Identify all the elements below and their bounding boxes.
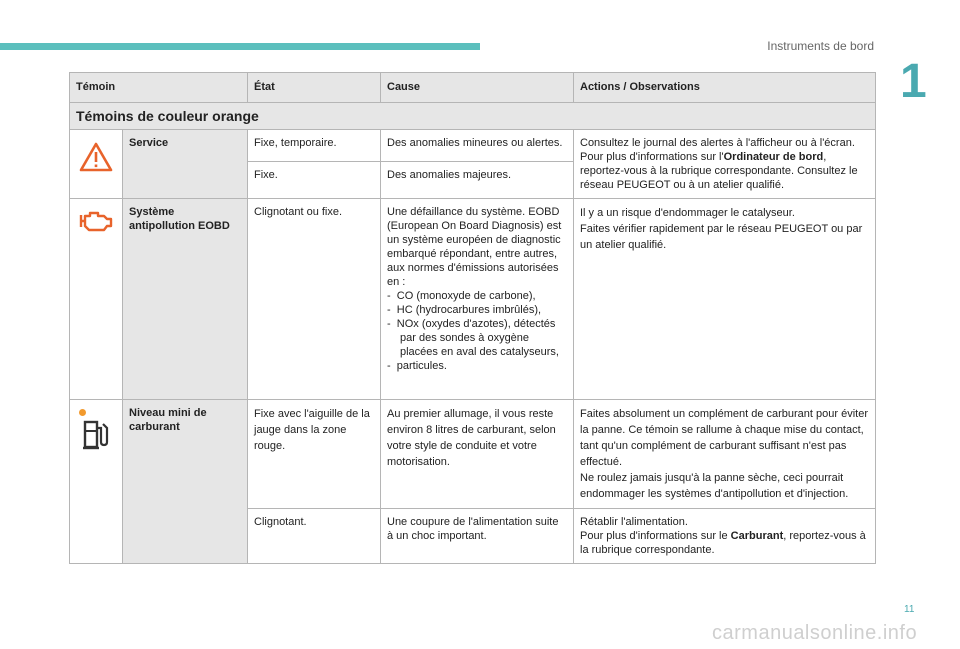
- fuel-name: Niveau mini de carburant: [123, 400, 248, 564]
- service-name: Service: [123, 130, 248, 199]
- fuel-action-post: , reportez-vous à la rubrique correspondante.: [580, 530, 866, 556]
- service-state-2: Fixe.: [248, 162, 381, 199]
- fuel-action-text-2: Ne roulez jamais jusqu'à la panne sèche, ceci pourrait endommager les systèmes d'antipollution et d'injection.: [580, 472, 849, 500]
- section-row: [70, 103, 876, 130]
- fuel-cause-2: Une coupure de l'alimentation suite à un choc important.: [381, 509, 574, 564]
- chapter-number: 1: [900, 55, 927, 108]
- list-item: - HC (hydrocarbures imbrûlés),: [387, 304, 542, 316]
- col-header-temoin: Témoin: [70, 73, 248, 103]
- eobd-name: Système antipollution EOBD: [123, 199, 248, 400]
- service-state-1: Fixe, temporaire.: [248, 130, 381, 162]
- service-cause-1: Des anomalies mineures ou alertes.: [381, 130, 574, 162]
- col-header-actions: Actions / Observations: [574, 73, 876, 103]
- eobd-cause-intro: Une défaillance du système. EOBD (European On Board Diagnosis) est un système européen de diagnostic embarqué répondant, entre autres, aux normes d'émissions autorisées en :: [387, 206, 562, 288]
- fuel-pump-icon: [81, 418, 111, 452]
- fuel-icon-cell: [70, 400, 123, 564]
- service-action-text-2: , reportez-vous à la rubrique correspondante. Consultez le réseau PEUGEOT ou à un atelier qualifié.: [580, 151, 858, 191]
- eobd-cause: [381, 199, 574, 400]
- fuel-state-2: Clignotant.: [248, 509, 381, 564]
- eobd-icon-cell: [70, 199, 123, 400]
- fuel-state-1: Fixe avec l'aiguille de la jauge dans la zone rouge.: [248, 400, 381, 509]
- fuel-action-2: [574, 509, 876, 564]
- table-row: [70, 400, 876, 509]
- fuel-action-1: [574, 400, 876, 509]
- section-title: Témoins de couleur orange: [70, 103, 876, 130]
- fuel-cause-1: Au premier allumage, il vous reste environ 8 litres de carburant, selon votre style de conduite et votre motorisation.: [381, 400, 574, 509]
- fuel-action-link-label: Carburant: [730, 530, 784, 542]
- table-header-row: [70, 73, 876, 103]
- fuel-action-text-4: [580, 529, 869, 557]
- warning-triangle-icon: [79, 142, 113, 172]
- list-item: - CO (monoxyde de carbone),: [387, 290, 536, 302]
- status-dot: [79, 409, 86, 416]
- engine-icon: [78, 209, 114, 235]
- fuel-action-text-3: Rétablir l'alimentation.: [580, 516, 688, 528]
- eobd-state: Clignotant ou fixe.: [248, 199, 381, 400]
- service-cause-2: Des anomalies majeures.: [381, 162, 574, 199]
- list-item: - NOx (oxydes d'azotes), détectés par des sondes à oxygène placées en aval des catalyseurs,: [387, 318, 559, 358]
- fuel-action-pre: Pour plus d'informations sur le: [580, 530, 731, 542]
- service-action-text: Consultez le journal des alertes à l'afficheur ou à l'écran. Pour plus d'informations sur l': [580, 137, 855, 163]
- service-action-link-label: Ordinateur de bord: [723, 151, 824, 163]
- page-header-title: Instruments de bord: [767, 39, 874, 53]
- eobd-action-1: Il y a un risque d'endommager le catalyseur.: [580, 207, 795, 219]
- warning-lights-table: [69, 72, 876, 564]
- service-icon-cell: [70, 130, 123, 199]
- eobd-action: [574, 199, 876, 400]
- col-header-etat: État: [248, 73, 381, 103]
- table-row: [70, 130, 876, 162]
- eobd-action-2: Faites vérifier rapidement par le réseau PEUGEOT ou par un atelier qualifié.: [580, 223, 863, 251]
- table-row: [70, 199, 876, 400]
- header-accent-bar: [0, 43, 480, 50]
- service-action: [574, 130, 876, 199]
- col-header-cause: Cause: [381, 73, 574, 103]
- watermark: carmanualsonline.info: [712, 622, 918, 644]
- fuel-action-text-1: Faites absolument un complément de carburant pour éviter la panne. Ce témoin se rallume à chaque mise du contact, tant qu'un complément de carburant suffisant n'est pas effectué.: [580, 408, 868, 468]
- list-item: - particules.: [387, 360, 447, 372]
- page-number: 11: [904, 604, 915, 615]
